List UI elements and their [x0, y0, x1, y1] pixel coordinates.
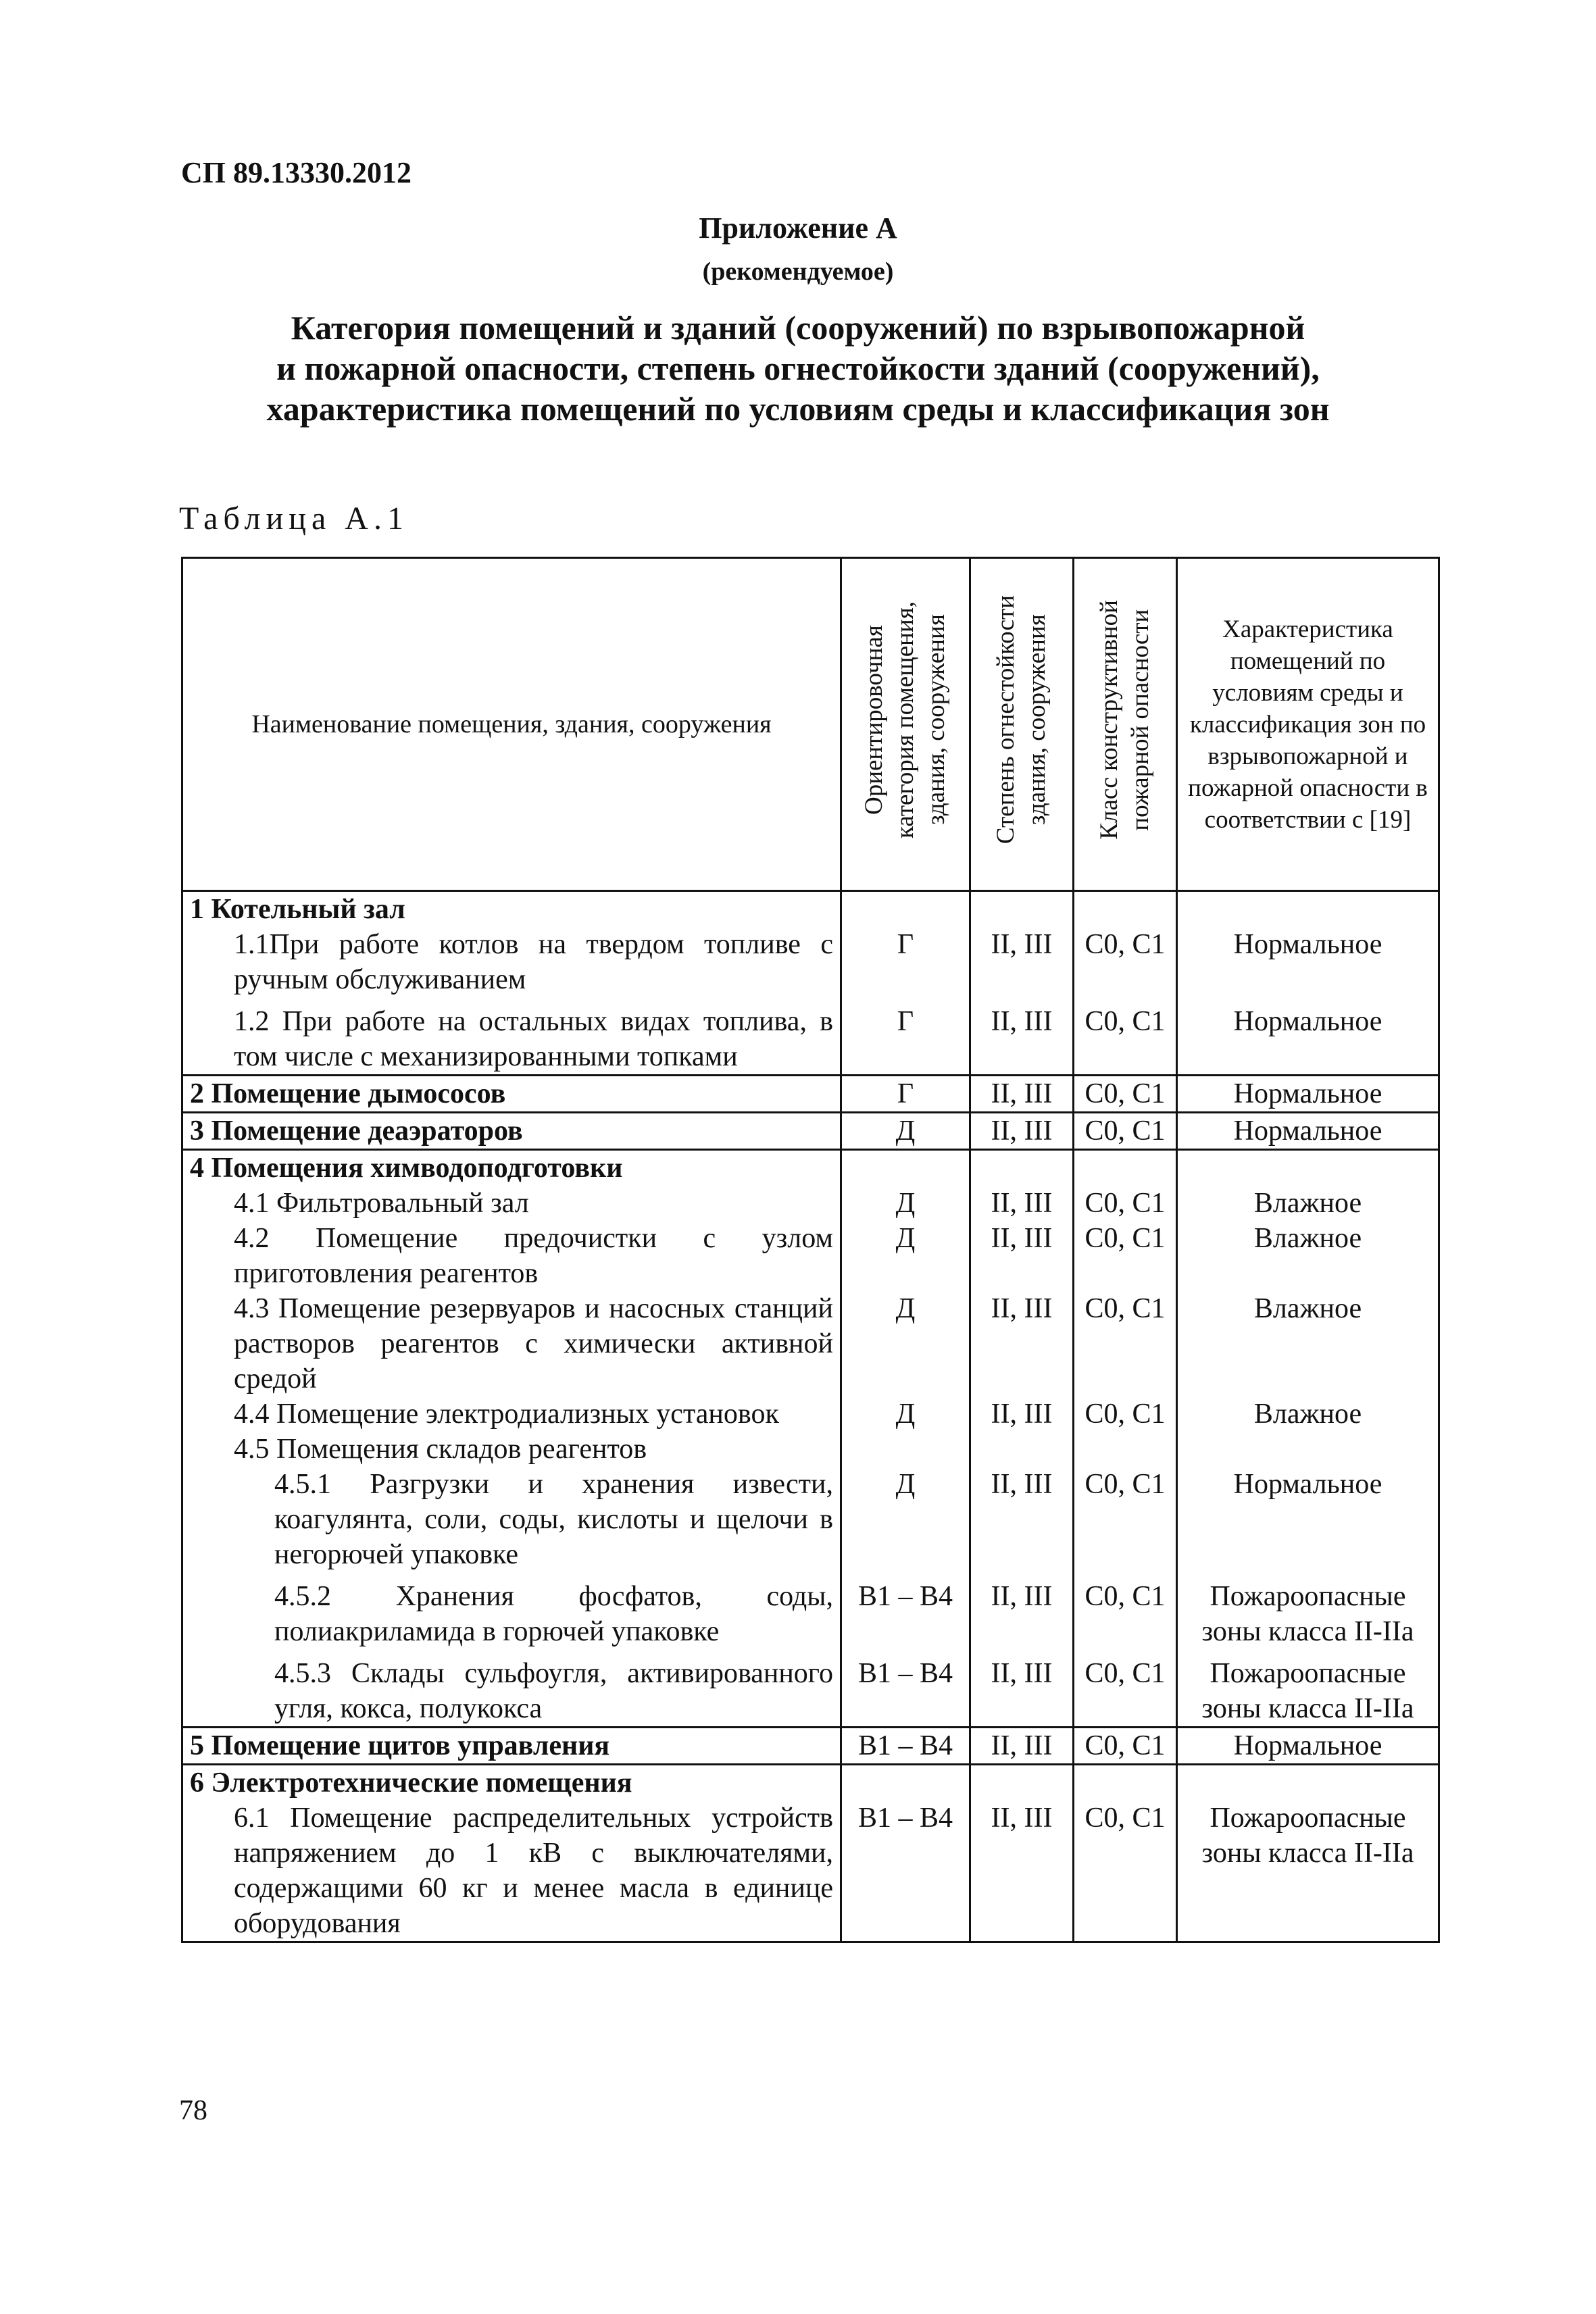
row-name-cell: 4.4 Помещение электродиализных установок	[182, 1397, 841, 1432]
row-fire-hazard-class-cell: С0, С1	[1074, 1728, 1177, 1765]
row-fire-resistance-cell: II, III	[970, 1221, 1074, 1291]
row-fire-resistance-cell: II, III	[970, 1649, 1074, 1728]
row-environment-cell: Влажное	[1177, 1291, 1439, 1397]
row-name-cell: 6 Электротехнические помещения	[182, 1765, 841, 1801]
table-label: Таблица А.1	[179, 501, 409, 536]
row-environment-cell: Нормальное	[1177, 997, 1439, 1076]
row-environment-cell	[1177, 1150, 1439, 1186]
row-category-cell	[841, 1432, 970, 1467]
table-row	[182, 1765, 1439, 1801]
table-row	[182, 1397, 1439, 1432]
row-name-cell: 6.1 Помещение распределительных устройств напряжением до 1 кВ с выключателями, содержащими 60 кг и менее масла в единице оборудования	[182, 1801, 841, 1942]
row-fire-hazard-class-cell: С0, С1	[1074, 1801, 1177, 1942]
row-fire-resistance-cell: II, III	[970, 1572, 1074, 1649]
row-category-cell: В1 – В4	[841, 1728, 970, 1765]
row-environment-cell: Пожароопасные зоны класса II-IIа	[1177, 1572, 1439, 1649]
row-fire-hazard-class-cell: С0, С1	[1074, 1113, 1177, 1150]
row-category-cell: Д	[841, 1291, 970, 1397]
row-category-cell: Г	[841, 927, 970, 997]
row-environment-cell: Нормальное	[1177, 1076, 1439, 1113]
row-name-cell: 1 Котельный зал	[182, 891, 841, 928]
row-environment-cell: Пожароопасные зоны класса II-IIа	[1177, 1801, 1439, 1942]
page-number: 78	[179, 2095, 207, 2126]
row-name-cell: 4.3 Помещение резервуаров и насосных станций растворов реагентов с химически активной средой	[182, 1291, 841, 1397]
main-title-line: характеристика помещений по условиям среды и классификация зон	[266, 390, 1330, 428]
row-category-cell	[841, 1765, 970, 1801]
table-body	[182, 891, 1439, 1942]
row-category-cell: Д	[841, 1186, 970, 1221]
column-header-fire-resistance-text: Степень огнестойкости здания, сооружения	[992, 595, 1051, 845]
row-environment-cell	[1177, 1432, 1439, 1467]
row-name-cell: 4 Помещения химводоподготовки	[182, 1150, 841, 1186]
row-fire-hazard-class-cell: С0, С1	[1074, 1467, 1177, 1572]
row-environment-cell: Нормальное	[1177, 927, 1439, 997]
row-name-cell: 4.5.3 Склады сульфоугля, активированного угля, кокса, полукокса	[182, 1649, 841, 1728]
appendix-title: Приложение А	[699, 211, 897, 245]
row-fire-resistance-cell: II, III	[970, 997, 1074, 1076]
row-fire-hazard-class-cell: С0, С1	[1074, 1397, 1177, 1432]
row-fire-resistance-cell: II, III	[970, 927, 1074, 997]
row-category-cell: В1 – В4	[841, 1801, 970, 1942]
row-fire-hazard-class-cell	[1074, 1765, 1177, 1801]
row-environment-cell: Нормальное	[1177, 1113, 1439, 1150]
main-title-line: Категория помещений и зданий (сооружений) по взрывопожарной	[291, 309, 1305, 347]
row-name-cell: 4.5 Помещения складов реагентов	[182, 1432, 841, 1467]
table-row	[182, 997, 1439, 1076]
row-fire-resistance-cell: II, III	[970, 1186, 1074, 1221]
row-environment-cell: Нормальное	[1177, 1728, 1439, 1765]
column-header-environment: Характеристика помещений по условиям среды и классификация зон по взрывопожарной и пожарной опасности в соответствии с [19]	[1177, 558, 1439, 891]
table-row	[182, 1076, 1439, 1113]
row-fire-hazard-class-cell	[1074, 1432, 1177, 1467]
main-title	[0, 307, 1596, 429]
row-fire-hazard-class-cell	[1074, 1150, 1177, 1186]
row-fire-resistance-cell: II, III	[970, 1467, 1074, 1572]
table-row	[182, 927, 1439, 997]
row-fire-resistance-cell: II, III	[970, 1291, 1074, 1397]
row-fire-hazard-class-cell: С0, С1	[1074, 1076, 1177, 1113]
row-fire-hazard-class-cell: С0, С1	[1074, 1221, 1177, 1291]
row-environment-cell	[1177, 891, 1439, 928]
row-name-cell: 4.5.1 Разгрузки и хранения извести, коагулянта, соли, соды, кислоты и щелочи в негорючей упаковке	[182, 1467, 841, 1572]
row-fire-resistance-cell: II, III	[970, 1801, 1074, 1942]
row-fire-hazard-class-cell: С0, С1	[1074, 1649, 1177, 1728]
row-name-cell: 4.5.2 Хранения фосфатов, соды, полиакриламида в горючей упаковке	[182, 1572, 841, 1649]
column-header-fire-resistance	[970, 558, 1074, 891]
row-name-cell: 4.2 Помещение предочистки с узлом приготовления реагентов	[182, 1221, 841, 1291]
row-fire-hazard-class-cell	[1074, 891, 1177, 928]
row-fire-resistance-cell: II, III	[970, 1113, 1074, 1150]
row-category-cell: Г	[841, 997, 970, 1076]
table-header-row	[182, 558, 1439, 891]
row-category-cell: В1 – В4	[841, 1649, 970, 1728]
row-category-cell	[841, 1150, 970, 1186]
table-container	[181, 557, 1438, 1943]
row-fire-hazard-class-cell: С0, С1	[1074, 927, 1177, 997]
row-category-cell: Г	[841, 1076, 970, 1113]
appendix-status: (рекомендуемое)	[702, 257, 894, 286]
table-row	[182, 1291, 1439, 1397]
row-fire-resistance-cell: II, III	[970, 1076, 1074, 1113]
row-environment-cell: Влажное	[1177, 1186, 1439, 1221]
row-fire-resistance-cell	[970, 891, 1074, 928]
table-row	[182, 1221, 1439, 1291]
data-table	[181, 557, 1440, 1943]
table-row	[182, 1801, 1439, 1942]
row-category-cell: В1 – В4	[841, 1572, 970, 1649]
row-category-cell	[841, 891, 970, 928]
row-category-cell: Д	[841, 1467, 970, 1572]
row-name-cell: 3 Помещение деаэраторов	[182, 1113, 841, 1150]
row-name-cell: 5 Помещение щитов управления	[182, 1728, 841, 1765]
row-environment-cell: Пожароопасные зоны класса II-IIа	[1177, 1649, 1439, 1728]
table-row	[182, 1728, 1439, 1765]
table-row	[182, 1113, 1439, 1150]
row-category-cell: Д	[841, 1113, 970, 1150]
row-category-cell: Д	[841, 1397, 970, 1432]
row-environment-cell	[1177, 1765, 1439, 1801]
row-environment-cell: Влажное	[1177, 1221, 1439, 1291]
column-header-category-text: Ориентировочная категория помещения, здания, сооружения	[860, 601, 950, 838]
table-row	[182, 1467, 1439, 1572]
column-header-category	[841, 558, 970, 891]
row-fire-hazard-class-cell: С0, С1	[1074, 1186, 1177, 1221]
row-fire-hazard-class-cell: С0, С1	[1074, 997, 1177, 1076]
column-header-fire-hazard-class-text: Класс конструктивной пожарной опасности	[1095, 600, 1154, 840]
row-fire-resistance-cell: II, III	[970, 1728, 1074, 1765]
column-header-name: Наименование помещения, здания, сооружения	[182, 558, 841, 891]
main-title-line: и пожарной опасности, степень огнестойкости зданий (сооружений),	[276, 349, 1320, 387]
row-fire-resistance-cell	[970, 1150, 1074, 1186]
table-row	[182, 1432, 1439, 1467]
table-row	[182, 891, 1439, 928]
row-fire-hazard-class-cell: С0, С1	[1074, 1572, 1177, 1649]
table-row	[182, 1150, 1439, 1186]
row-name-cell: 2 Помещение дымососов	[182, 1076, 841, 1113]
row-fire-resistance-cell	[970, 1765, 1074, 1801]
column-header-fire-hazard-class	[1074, 558, 1177, 891]
row-fire-resistance-cell: II, III	[970, 1397, 1074, 1432]
table-row	[182, 1572, 1439, 1649]
row-name-cell: 1.2 При работе на остальных видах топлива, в том числе с механизированными топками	[182, 997, 841, 1076]
document-code: СП 89.13330.2012	[181, 156, 412, 189]
row-fire-hazard-class-cell: С0, С1	[1074, 1291, 1177, 1397]
row-name-cell: 1.1При работе котлов на твердом топливе с ручным обслуживанием	[182, 927, 841, 997]
row-name-cell: 4.1 Фильтровальный зал	[182, 1186, 841, 1221]
row-category-cell: Д	[841, 1221, 970, 1291]
row-fire-resistance-cell	[970, 1432, 1074, 1467]
row-environment-cell: Влажное	[1177, 1397, 1439, 1432]
table-row	[182, 1649, 1439, 1728]
table-row	[182, 1186, 1439, 1221]
row-environment-cell: Нормальное	[1177, 1467, 1439, 1572]
